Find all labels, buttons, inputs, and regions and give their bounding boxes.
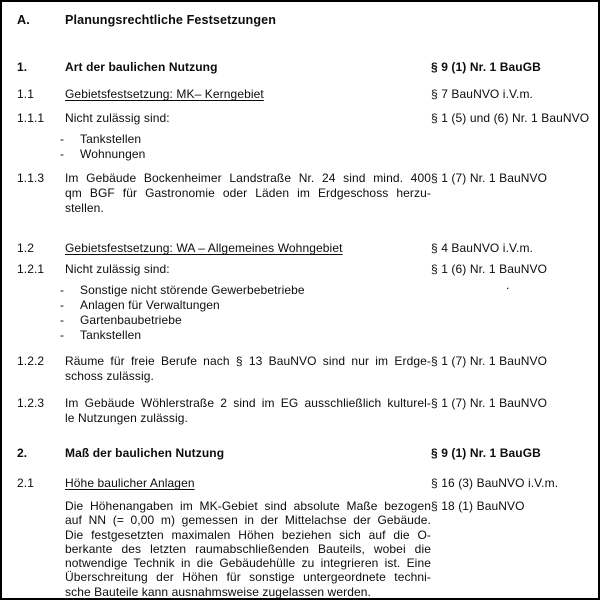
bullet-dash: - bbox=[60, 313, 65, 327]
list-item-label: Tankstellen bbox=[80, 328, 142, 342]
paragraph-line: sche Bauteile kann ausnahmsweise zugelassen werden. bbox=[65, 584, 371, 599]
paragraph-line: berkante des letzten raumabschließenden Bauteils, wobei die bbox=[65, 541, 431, 556]
section-heading-a bbox=[17, 13, 592, 28]
section-title: Art der baulichen Nutzung bbox=[65, 60, 218, 74]
clause-title-underlined: Höhe baulicher Anlagen bbox=[65, 476, 195, 490]
spacer bbox=[431, 283, 592, 343]
section-number: 2. bbox=[17, 446, 28, 460]
list-item-label: Sonstige nicht störende Gewerbebetriebe bbox=[80, 283, 305, 297]
paragraph-line: qm BGF für Gastronomie oder Läden im Erdgeschoss herzu- bbox=[65, 186, 431, 200]
spacer bbox=[431, 132, 592, 162]
legal-reference: § 1 (7) Nr. 1 BauNVO bbox=[431, 354, 548, 368]
bullet-dash: - bbox=[60, 298, 65, 312]
clause-1-2-1 bbox=[17, 262, 592, 277]
clause-1-1 bbox=[17, 87, 592, 102]
list-item-label: Anlagen für Verwaltungen bbox=[80, 298, 220, 312]
paragraph-line: Im Gebäude Wöhlerstraße 2 sind im EG ausschließlich kulturel- bbox=[65, 396, 431, 410]
clause-2-1 bbox=[17, 476, 592, 491]
clause-number: 1.2 bbox=[17, 241, 34, 255]
clause-number: 1.2.2 bbox=[17, 354, 45, 368]
clause-paragraph bbox=[65, 354, 431, 384]
bullet-dash: - bbox=[60, 147, 65, 161]
clause-number: 1.2.3 bbox=[17, 396, 45, 410]
section-heading-1 bbox=[17, 60, 592, 75]
bullet-dash: - bbox=[60, 328, 65, 342]
clause-2-1-paragraph bbox=[17, 499, 592, 599]
paragraph-line: stellen. bbox=[65, 201, 104, 215]
list-item bbox=[60, 313, 431, 328]
legal-reference: § 7 BauNVO i.V.m. bbox=[431, 87, 533, 101]
paragraph-line: Die Höhenangaben im MK-Gebiet sind absolute Maße bezogen bbox=[65, 499, 431, 513]
bullet-list-1-2-1 bbox=[17, 283, 592, 343]
list-item bbox=[60, 147, 431, 162]
section-title: Maß der baulichen Nutzung bbox=[65, 446, 225, 460]
clause-1-1-1 bbox=[17, 111, 592, 126]
list-item bbox=[60, 283, 431, 298]
list-item bbox=[60, 132, 431, 147]
legal-reference: § 1 (5) und (6) Nr. 1 BauNVO bbox=[431, 111, 590, 125]
paragraph-line: le Nutzungen zulässig. bbox=[65, 411, 188, 425]
clause-text: Nicht zulässig sind: bbox=[65, 262, 170, 276]
legal-reference: § 4 BauNVO i.V.m. bbox=[431, 241, 533, 255]
list-item-label: Gartenbaubetriebe bbox=[80, 313, 182, 327]
list-item bbox=[60, 328, 431, 343]
paragraph-line: Im Gebäude Bockenheimer Landstraße Nr. 24 sind mind. 400 bbox=[65, 171, 431, 185]
legal-reference: § 1 (7) Nr. 1 BauNVO bbox=[431, 396, 548, 410]
clause-1-2-3 bbox=[17, 396, 592, 426]
paragraph-line: schoss zulässig. bbox=[65, 369, 154, 383]
paragraph-line: Überschreitung der Höhen für sonstige untergeordnete techni- bbox=[65, 570, 431, 585]
list-item bbox=[60, 298, 431, 313]
clause-number: 1.1 bbox=[17, 87, 34, 101]
legal-reference: § 9 (1) Nr. 1 BauGB bbox=[431, 446, 541, 460]
clause-number: 1.1.3 bbox=[17, 171, 45, 185]
clause-title-underlined: Gebietsfestsetzung: WA – Allgemeines Wohngebiet bbox=[65, 241, 343, 255]
scan-artifact-dot: . bbox=[506, 278, 510, 292]
paragraph-line: Die festgesetzten maximalen Höhen beziehen sich auf die O- bbox=[65, 527, 431, 542]
clause-paragraph bbox=[65, 499, 431, 599]
list-item-label: Wohnungen bbox=[80, 147, 146, 161]
clause-number: 1.2.1 bbox=[17, 262, 45, 276]
clause-1-2-2 bbox=[17, 354, 592, 384]
clause-paragraph bbox=[65, 396, 431, 426]
clause-number: 1.1.1 bbox=[17, 111, 45, 125]
legal-reference: § 1 (7) Nr. 1 BauNVO bbox=[431, 171, 548, 185]
list-item-label: Tankstellen bbox=[80, 132, 142, 146]
clause-number: 2.1 bbox=[17, 476, 34, 490]
paragraph-line: Räume für freie Berufe nach § 13 BauNVO sind nur im Erdge- bbox=[65, 354, 431, 368]
bullet-dash: - bbox=[60, 132, 65, 146]
legal-reference: § 9 (1) Nr. 1 BauGB bbox=[431, 60, 541, 74]
bullet-dash: - bbox=[60, 283, 65, 297]
clause-1-2 bbox=[17, 241, 592, 256]
legal-reference: § 1 (6) Nr. 1 BauNVO bbox=[431, 262, 548, 276]
clause-1-1-3 bbox=[17, 171, 592, 216]
bullet-list-1-1-1 bbox=[17, 132, 592, 162]
spacer bbox=[17, 132, 65, 162]
section-title: Planungsrechtliche Festsetzungen bbox=[65, 13, 277, 27]
spacer bbox=[17, 283, 65, 343]
section-number: 1. bbox=[17, 60, 28, 74]
legal-reference bbox=[431, 13, 592, 28]
clause-title-underlined: Gebietsfestsetzung: MK– Kerngebiet bbox=[65, 87, 264, 101]
clause-text: Nicht zulässig sind: bbox=[65, 111, 170, 125]
section-number: A. bbox=[17, 13, 30, 27]
legal-reference: § 16 (3) BauNVO i.V.m. bbox=[431, 476, 559, 490]
paragraph-line: auf NN (= 0,00 m) gemessen in der Mittelachse der Gebäude. bbox=[65, 513, 431, 528]
legal-reference: § 18 (1) BauNVO bbox=[431, 499, 525, 513]
paragraph-line: notwendige Technik in die Gebäudehülle zu integrieren ist. Eine bbox=[65, 556, 431, 571]
section-heading-2 bbox=[17, 446, 592, 461]
spacer bbox=[17, 499, 65, 599]
clause-paragraph bbox=[65, 171, 431, 216]
